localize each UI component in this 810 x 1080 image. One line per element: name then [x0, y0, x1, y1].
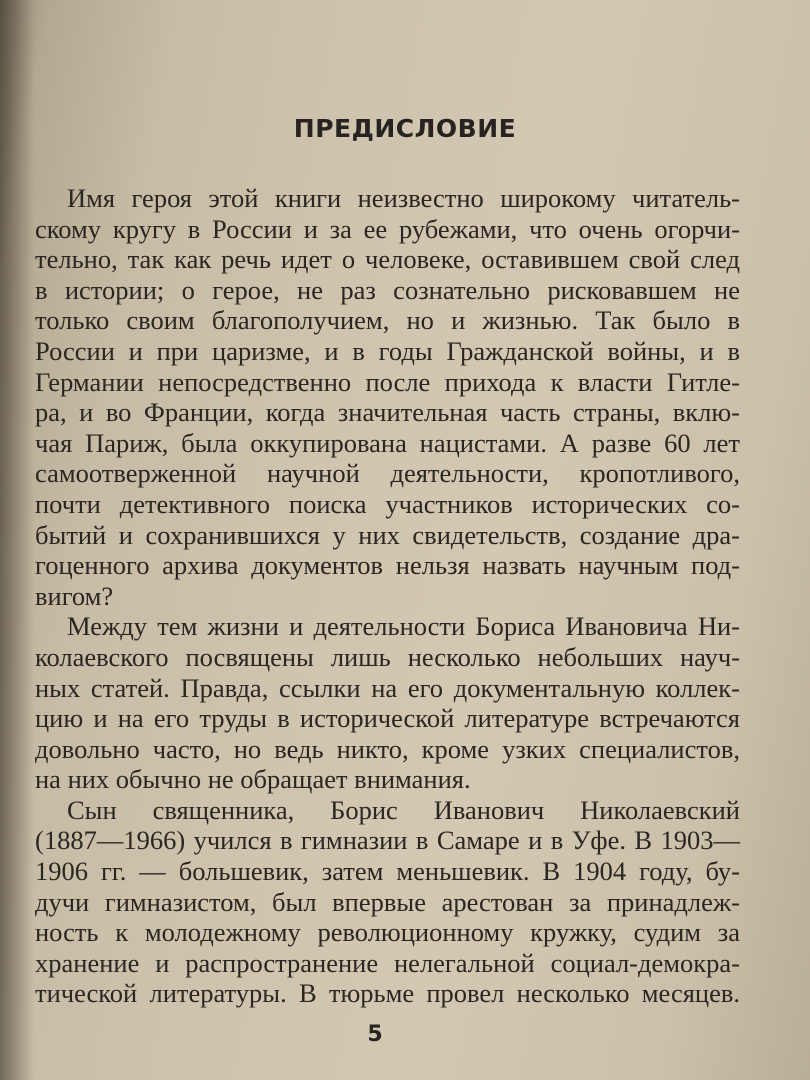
paragraph-3	[35, 795, 740, 1009]
text-line: 1906 гг. — большевик, затем меньшевик. В 1904 году, бу-	[35, 856, 740, 887]
text-line: тельно, так как речь идет о человеке, оставившем свой след	[35, 244, 740, 275]
text-line: почти детективного поиска участников исторических со-	[35, 488, 740, 519]
text-line: довольно часто, но ведь никто, кроме узких специалистов,	[35, 733, 740, 764]
text-line: тической литературы. В тюрьме провел несколько месяцев.	[35, 978, 740, 1009]
text-line: цию и на его труды в исторической литературе встречаются	[35, 703, 740, 734]
body-text	[35, 183, 740, 1009]
text-line: ра, и во Франции, когда значительная часть страны, вклю-	[35, 397, 740, 428]
paragraph-2	[35, 611, 740, 795]
spine-shadow	[0, 0, 34, 1080]
text-line: скому кругу в России и за ее рубежами, что очень огорчи-	[35, 213, 740, 244]
text-line: вигом?	[35, 580, 114, 611]
text-line: в истории; о герое, не раз сознательно рисковавшем не	[35, 274, 740, 305]
text-line: бытий и сохранившихся у них свидетельств, создание дра-	[35, 519, 740, 550]
text-line: Германии непосредственно после прихода к власти Гитле-	[35, 366, 740, 397]
text-line: хранение и распространение нелегальной социал-демокра-	[35, 947, 740, 978]
text-line: колаевского посвящены лишь несколько небольших науч-	[35, 641, 740, 672]
text-line: Сын священника, Борис Иванович Николаевский	[67, 794, 740, 825]
text-line: чая Париж, была оккупирована нацистами. А разве 60 лет	[35, 427, 740, 458]
text-line: самоотверженной научной деятельности, кропотливого,	[35, 458, 740, 489]
text-line: только своим благополучием, но и жизнью. Так было в	[35, 305, 740, 336]
paragraph-1	[35, 183, 740, 611]
text-line: (1887—1966) учился в гимназии в Самаре и в Уфе. В 1903—	[35, 825, 740, 856]
text-line: России и при царизме, и в годы Гражданской войны, и в	[35, 335, 740, 366]
page-number: 5	[367, 1022, 383, 1047]
page-title: ПРЕДИСЛОВИЕ	[293, 114, 517, 143]
text-line: гоценного архива документов нельзя назвать научным под-	[35, 550, 740, 581]
text-line: дучи гимназистом, был впервые арестован за принадлеж-	[35, 886, 740, 917]
text-line: ность к молодежному революционному кружку, судим за	[35, 917, 740, 948]
text-line: Между тем жизни и деятельности Бориса Ивановича Ни-	[67, 611, 740, 642]
text-line: на них обычно не обращает внимания.	[35, 764, 471, 795]
text-line: Имя героя этой книги неизвестно широкому читатель-	[67, 183, 740, 213]
text-line: ных статей. Правда, ссылки на его документальную коллек-	[35, 672, 740, 703]
